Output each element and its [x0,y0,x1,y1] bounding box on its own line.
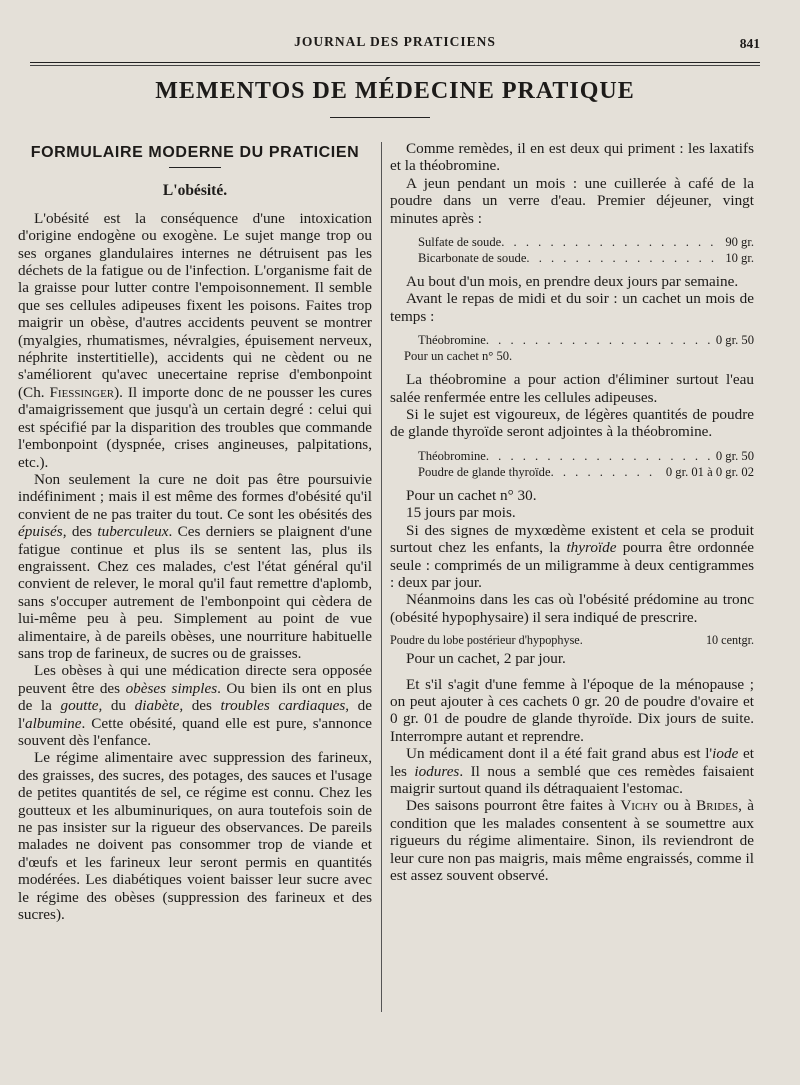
paragraph: Au bout d'un mois, en prendre deux jours par semaine. [406,273,739,291]
journal-title: JOURNAL DES PRATICIENS [294,34,496,49]
title-rule [330,117,430,118]
section-title: FORMULAIRE MODERNE DU PRATICIEN [30,144,360,161]
paragraph: L'obésité est la conséquence d'une intoxication d'origine endogène ou exogène. Le sujet mange trop ou ses organes glandulaires internes ne détruisent pas les déchets de la fatigue ou de l'infection. L'organisme fait de la graisse pour lutter contre l'empoisonnement. Il semble que ses cellules adipeuses fixent les poisons. Faites trop maigrir un obèse, d'autres accidents peuvent se montrer (myalgies, rhumatismes, névralgies, épuisement nerveux, néphrite instertitielle), accidents qui ne cèdent ou ne s'améliorent qu'avec unecertaine reprise d'embonpoint (Ch. Fiessinger). Il importe donc de ne pousser les cures d'amaigrissement que jusqu'à un certain degré : celui qui est spécifié par la disparition des troubles que commande l'embonpoint (dyspnée, crises angineuses, palpitations, etc.). [18,209,372,471]
left-column [18,140,372,923]
paragraph: Avant le repas de midi et du soir : un cachet un mois de temps : [390,290,754,325]
author-name: Fiessinger [49,383,115,401]
prescription-line: Sulfate de soude . . . 90 gr. [418,234,754,250]
main-title: MEMENTOS DE MÉDECINE PRATIQUE [155,78,635,104]
paragraph: Néanmoins dans les cas où l'obésité prédomine au tronc (obésité hypophysaire) il sera indiqué de prescrire. [390,591,754,626]
paragraph: Pour un cachet n° 30. [406,486,537,504]
prescription-theobromine [404,332,754,364]
paragraph: 15 jours par mois. [406,504,516,522]
section-rule [169,167,221,168]
running-header [30,34,760,58]
prescription-thyroid [418,448,754,480]
paragraph: Et s'il s'agit d'une femme à l'époque de la ménopause ; on peut ajouter à ces cachets 0 gr. 20 de poudre d'ovaire et 0 gr. 01 de poudre de glande thyroïde. Dix jours de suite. Interrompre autant et reprendre. [390,675,754,745]
paragraph: A jeun pendant un mois : une cuillerée à café de la poudre dans un verre d'eau. Premier déjeuner, vingt minutes après : [390,174,754,227]
right-column [390,140,754,884]
prescription-line: Poudre de glande thyroïde . . . 0 gr. 01 à 0 gr. 02 [418,464,754,480]
place-name: Vichy [620,797,659,815]
article-subtitle: L'obésité. [162,182,228,200]
paragraph: Pour un cachet, 2 par jour. [406,650,566,668]
prescription-hypophysis: Poudre du lobe postérieur d'hypophyse. 10 centgr. [390,633,754,648]
paragraph: Un médicament dont il a été fait grand abus est l'iode et les iodures. Il nous a semblé que ces remèdes faisaient maigrir surtout quand ils détraquaient l'estomac. [390,745,754,797]
paragraph: Le régime alimentaire avec suppression des farineux, des graisses, des sucres, des potages, des sauces et l'usage de petites quantités de sel, ce régime est connu. Chez les goutteux et les albuminuriques, on aura toutefois soin de ne pas insister sur la rigueur des observances. De pareils malades ne doivent pas consommer trop de viande et d'œufs et les farineux leur seront permis en quantités modérées. Les diabétiques voient baisser leur sucre avec le régime des obèses (suppression des farineux et des sucres). [18,749,372,924]
page-number: 841 [739,36,760,51]
paragraph: Les obèses à qui une médication directe sera opposée peuvent être des obèses simples. Ou bien ils ont en plus de la goutte, du diabète, des troubles cardiaques, de l'albumine. Cette obésité, quand elle est pure, s'annonce souvent dès l'enfance. [18,662,373,749]
column-divider [381,142,382,1012]
paragraph: Si des signes de myxœdème existent et cela se produit surtout chez les enfants, la thyroïde pourra être ordonnée seule : comprimés de un miligramme à deux centigrammes : deux par jour. [390,521,754,591]
prescription-note: Pour un cachet n° 50. [404,349,513,364]
header-rule [30,62,760,66]
paragraph: Des saisons pourront être faites à Vichy ou à Brides, à condition que les malades consentent à se soumettre aux rigueurs du régime alimentaire. Sinon, ils reviendront de leur cure non pas maigris, mais même engraissés, comme il est assez souvent observé. [390,797,754,884]
paragraph: Si le sujet est vigoureux, de légères quantités de poudre de glande thyroïde seront adjointes à la théobromine. [390,406,754,441]
place-name: Brides [696,797,739,815]
prescription-line: Théobromine . . . 0 gr. 50 [418,448,754,464]
paragraph: Comme remèdes, il en est deux qui priment : les laxatifs et la théobromine. [390,140,754,175]
prescription-line: Bicarbonate de soude . . . 10 gr. [418,250,754,266]
prescription-line: Théobromine . . . 0 gr. 50 [418,332,754,348]
prescription-laxative [418,234,754,266]
paragraph: La théobromine a pour action d'éliminer surtout l'eau salée renfermée entre les cellules adipeuses. [390,371,754,406]
paragraph: Non seulement la cure ne doit pas être poursuivie indéfiniment ; mais il est même des formes d'obésité qu'il convient de ne pas traiter du tout. Ce sont les obésités des épuisés, des tuberculeux. Ces derniers se plaignent d'une fatigue continue et plus ils se sentent las, plus ils engraissent. Chez ces malades, c'est l'état général qu'il convient de relever, le moral qu'il faut remettre d'aplomb, sans s'occuper autrement de l'embonpoint qui cèdera de lui-même peu à peu. Simplement au point de vue alimentaire, à de pareils obèses, une nourriture habituelle sans trop de farineux, de sucres ou de graisses. [18,470,372,662]
